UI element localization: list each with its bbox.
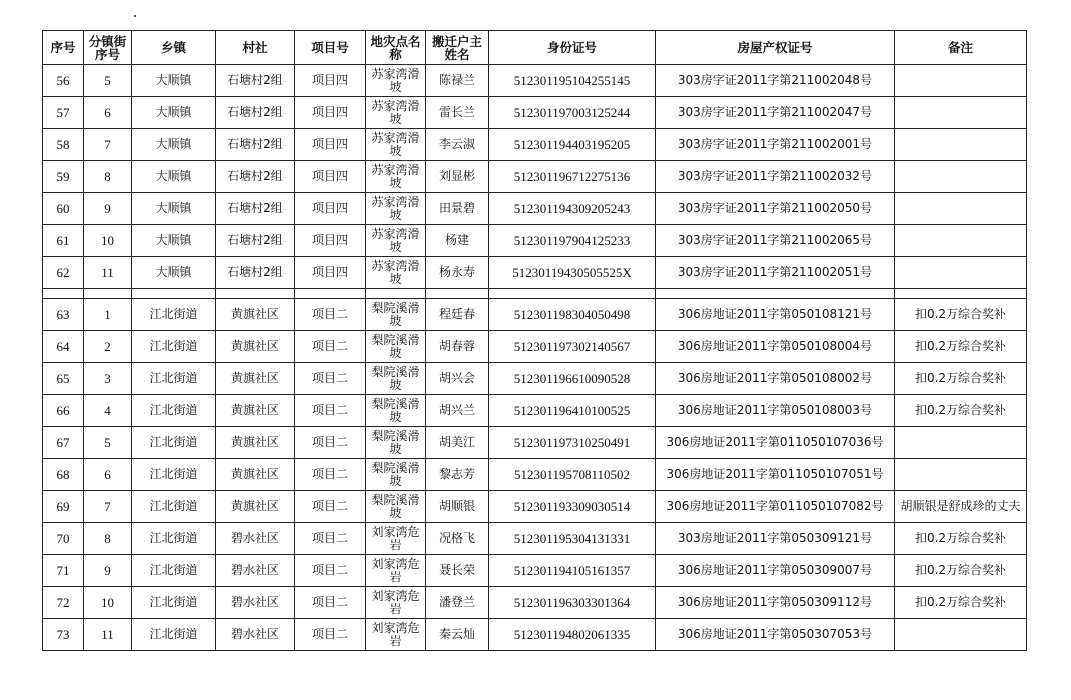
cell-id-number: 512301194309205243	[489, 193, 656, 225]
cell-project: 项目四	[295, 129, 366, 161]
cell-town-seq: 11	[84, 257, 132, 289]
cell-town-seq: 3	[84, 363, 132, 395]
cell-hazard-site: 梨院溪滑坡	[366, 331, 426, 363]
cell-seq: 62	[43, 257, 84, 289]
cell-project: 项目二	[295, 587, 366, 619]
table-row	[43, 459, 1027, 491]
cell-remarks	[895, 65, 1027, 97]
cell-remarks	[895, 257, 1027, 289]
cell-householder: 潘登兰	[426, 587, 489, 619]
group-separator	[43, 289, 1027, 299]
cell-remarks: 扣0.2万综合奖补	[895, 555, 1027, 587]
cell-property-cert: 303房字证2011字第211002051号	[656, 257, 895, 289]
cell-property-cert: 306房地证2011字第050108002号	[656, 363, 895, 395]
cell-id-number: 51230119430505525X	[489, 257, 656, 289]
table-row	[43, 257, 1027, 289]
cell-project: 项目二	[295, 619, 366, 651]
header-seq: 序号	[43, 31, 84, 65]
cell-seq: 63	[43, 299, 84, 331]
cell-township: 大顺镇	[132, 129, 216, 161]
cell-project: 项目二	[295, 491, 366, 523]
cell-remarks: 扣0.2万综合奖补	[895, 331, 1027, 363]
cell-householder: 陈禄兰	[426, 65, 489, 97]
cell-project: 项目二	[295, 363, 366, 395]
cell-seq: 64	[43, 331, 84, 363]
cell-hazard-site: 梨院溪滑坡	[366, 459, 426, 491]
cell-householder: 胡兴会	[426, 363, 489, 395]
cell-seq: 61	[43, 225, 84, 257]
cell-seq: 72	[43, 587, 84, 619]
table-row	[43, 299, 1027, 331]
cell-id-number: 512301196303301364	[489, 587, 656, 619]
cell-property-cert: 306房地证2011字第050108003号	[656, 395, 895, 427]
cell-property-cert: 306房地证2011字第050307053号	[656, 619, 895, 651]
cell-property-cert: 306房地证2011字第050309112号	[656, 587, 895, 619]
cell-householder: 杨建	[426, 225, 489, 257]
cell-householder: 胡顺银	[426, 491, 489, 523]
cell-id-number: 512301194403195205	[489, 129, 656, 161]
cell-village: 石塘村2组	[216, 65, 295, 97]
table-row	[43, 491, 1027, 523]
relocation-register-document	[42, 30, 1027, 651]
cell-hazard-site: 苏家湾滑坡	[366, 161, 426, 193]
header-property-cert: 房屋产权证号	[656, 31, 895, 65]
cell-town-seq: 9	[84, 555, 132, 587]
cell-remarks	[895, 129, 1027, 161]
cell-property-cert: 303房字证2011字第211002047号	[656, 97, 895, 129]
cell-town-seq: 6	[84, 459, 132, 491]
cell-householder: 刘显彬	[426, 161, 489, 193]
cell-id-number: 512301197310250491	[489, 427, 656, 459]
cell-project: 项目四	[295, 161, 366, 193]
cell-seq: 65	[43, 363, 84, 395]
cell-town-seq: 1	[84, 299, 132, 331]
cell-id-number: 512301197904125233	[489, 225, 656, 257]
cell-town-seq: 10	[84, 225, 132, 257]
cell-town-seq: 4	[84, 395, 132, 427]
header-village: 村社	[216, 31, 295, 65]
cell-seq: 69	[43, 491, 84, 523]
cell-village: 黄旗社区	[216, 491, 295, 523]
cell-project: 项目二	[295, 555, 366, 587]
cell-town-seq: 8	[84, 161, 132, 193]
cell-hazard-site: 梨院溪滑坡	[366, 491, 426, 523]
cell-remarks: 扣0.2万综合奖补	[895, 395, 1027, 427]
cell-property-cert: 303房地证2011字第050309121号	[656, 523, 895, 555]
cell-project: 项目二	[295, 395, 366, 427]
table-row	[43, 97, 1027, 129]
cell-householder: 黎志芳	[426, 459, 489, 491]
cell-id-number: 512301195304131331	[489, 523, 656, 555]
cell-village: 黄旗社区	[216, 363, 295, 395]
cell-project: 项目二	[295, 331, 366, 363]
cell-township: 江北街道	[132, 459, 216, 491]
cell-village: 碧水社区	[216, 619, 295, 651]
cell-township: 大顺镇	[132, 97, 216, 129]
cell-id-number: 512301197302140567	[489, 331, 656, 363]
cell-householder: 雷长兰	[426, 97, 489, 129]
header-remarks: 备注	[895, 31, 1027, 65]
cell-id-number: 512301196410100525	[489, 395, 656, 427]
cell-project: 项目四	[295, 257, 366, 289]
cell-township: 江北街道	[132, 619, 216, 651]
cell-seq: 60	[43, 193, 84, 225]
cell-village: 石塘村2组	[216, 97, 295, 129]
table-row	[43, 193, 1027, 225]
table-row	[43, 129, 1027, 161]
cell-seq: 56	[43, 65, 84, 97]
relocation-table	[42, 30, 1027, 651]
group-dashun	[43, 65, 1027, 289]
cell-householder: 况格飞	[426, 523, 489, 555]
cell-village: 石塘村2组	[216, 225, 295, 257]
cell-remarks: 扣0.2万综合奖补	[895, 363, 1027, 395]
cell-township: 江北街道	[132, 363, 216, 395]
cell-project: 项目二	[295, 523, 366, 555]
cell-village: 黄旗社区	[216, 395, 295, 427]
cell-remarks	[895, 193, 1027, 225]
cell-remarks	[895, 97, 1027, 129]
cell-seq: 59	[43, 161, 84, 193]
cell-project: 项目二	[295, 459, 366, 491]
cell-id-number: 512301194105161357	[489, 555, 656, 587]
cell-township: 大顺镇	[132, 65, 216, 97]
cell-remarks: 扣0.2万综合奖补	[895, 523, 1027, 555]
table-row	[43, 161, 1027, 193]
cell-id-number: 512301196712275136	[489, 161, 656, 193]
cell-id-number: 512301197003125244	[489, 97, 656, 129]
cell-householder: 胡美江	[426, 427, 489, 459]
cell-property-cert: 303房字证2011字第211002001号	[656, 129, 895, 161]
cell-project: 项目四	[295, 225, 366, 257]
cell-remarks: 扣0.2万综合奖补	[895, 587, 1027, 619]
cell-village: 石塘村2组	[216, 129, 295, 161]
cell-village: 石塘村2组	[216, 161, 295, 193]
table-row	[43, 225, 1027, 257]
cell-hazard-site: 梨院溪滑坡	[366, 363, 426, 395]
cell-township: 江北街道	[132, 523, 216, 555]
table-row	[43, 619, 1027, 651]
cell-town-seq: 7	[84, 129, 132, 161]
cell-householder: 聂长荣	[426, 555, 489, 587]
cell-township: 大顺镇	[132, 257, 216, 289]
cell-town-seq: 9	[84, 193, 132, 225]
cell-township: 大顺镇	[132, 225, 216, 257]
cell-village: 黄旗社区	[216, 427, 295, 459]
cell-householder: 程廷春	[426, 299, 489, 331]
cell-id-number: 512301195104255145	[489, 65, 656, 97]
cell-project: 项目四	[295, 193, 366, 225]
cell-householder: 李云淑	[426, 129, 489, 161]
cell-property-cert: 306房地证2011字第011050107082号	[656, 491, 895, 523]
cell-town-seq: 10	[84, 587, 132, 619]
cell-village: 碧水社区	[216, 587, 295, 619]
cell-property-cert: 306房地证2011字第050309007号	[656, 555, 895, 587]
header-project: 项目号	[295, 31, 366, 65]
header-township: 乡镇	[132, 31, 216, 65]
cell-town-seq: 2	[84, 331, 132, 363]
cell-project: 项目四	[295, 97, 366, 129]
cell-township: 大顺镇	[132, 161, 216, 193]
cell-property-cert: 303房字证2011字第211002048号	[656, 65, 895, 97]
cell-village: 碧水社区	[216, 523, 295, 555]
cell-hazard-site: 苏家湾滑坡	[366, 65, 426, 97]
cell-householder: 田景碧	[426, 193, 489, 225]
cell-hazard-site: 梨院溪滑坡	[366, 299, 426, 331]
table-row	[43, 395, 1027, 427]
cell-town-seq: 7	[84, 491, 132, 523]
cell-remarks	[895, 225, 1027, 257]
cell-id-number: 512301195708110502	[489, 459, 656, 491]
cell-householder: 秦云灿	[426, 619, 489, 651]
cell-town-seq: 6	[84, 97, 132, 129]
cell-remarks	[895, 161, 1027, 193]
table-row	[43, 555, 1027, 587]
table-row	[43, 363, 1027, 395]
cell-property-cert: 303房字证2011字第211002032号	[656, 161, 895, 193]
cell-property-cert: 306房地证2011字第050108004号	[656, 331, 895, 363]
cell-project: 项目二	[295, 427, 366, 459]
cell-id-number: 512301193309030514	[489, 491, 656, 523]
cell-property-cert: 306房地证2011字第011050107036号	[656, 427, 895, 459]
cell-hazard-site: 刘家湾危岩	[366, 587, 426, 619]
cell-seq: 70	[43, 523, 84, 555]
table-row	[43, 523, 1027, 555]
cell-remarks	[895, 619, 1027, 651]
cell-seq: 73	[43, 619, 84, 651]
cell-property-cert: 306房地证2011字第011050107051号	[656, 459, 895, 491]
group-jiangbei	[43, 299, 1027, 651]
cell-householder: 胡春蓉	[426, 331, 489, 363]
cell-village: 石塘村2组	[216, 257, 295, 289]
cell-seq: 57	[43, 97, 84, 129]
cell-village: 黄旗社区	[216, 459, 295, 491]
header-hazard-site: 地灾点名称	[366, 31, 426, 65]
cell-property-cert: 303房字证2011字第211002065号	[656, 225, 895, 257]
cell-township: 江北街道	[132, 427, 216, 459]
cell-seq: 66	[43, 395, 84, 427]
blank-row	[43, 289, 1027, 299]
cell-householder: 杨永寿	[426, 257, 489, 289]
cell-hazard-site: 苏家湾滑坡	[366, 97, 426, 129]
cell-remarks	[895, 427, 1027, 459]
cell-village: 黄旗社区	[216, 299, 295, 331]
cell-id-number: 512301194802061335	[489, 619, 656, 651]
scan-speck	[134, 15, 136, 17]
header-town-seq: 分镇街序号	[84, 31, 132, 65]
table-row	[43, 331, 1027, 363]
cell-property-cert: 306房地证2011字第050108121号	[656, 299, 895, 331]
cell-town-seq: 5	[84, 65, 132, 97]
cell-township: 大顺镇	[132, 193, 216, 225]
cell-remarks: 扣0.2万综合奖补	[895, 299, 1027, 331]
cell-hazard-site: 刘家湾危岩	[366, 555, 426, 587]
cell-hazard-site: 梨院溪滑坡	[366, 427, 426, 459]
cell-hazard-site: 苏家湾滑坡	[366, 225, 426, 257]
cell-id-number: 512301198304050498	[489, 299, 656, 331]
cell-township: 江北街道	[132, 299, 216, 331]
cell-hazard-site: 梨院溪滑坡	[366, 395, 426, 427]
cell-seq: 71	[43, 555, 84, 587]
cell-township: 江北街道	[132, 331, 216, 363]
table-row	[43, 427, 1027, 459]
table-row	[43, 65, 1027, 97]
cell-hazard-site: 刘家湾危岩	[366, 619, 426, 651]
cell-township: 江北街道	[132, 587, 216, 619]
cell-township: 江北街道	[132, 555, 216, 587]
cell-village: 黄旗社区	[216, 331, 295, 363]
cell-project: 项目四	[295, 65, 366, 97]
cell-township: 江北街道	[132, 491, 216, 523]
cell-town-seq: 5	[84, 427, 132, 459]
cell-seq: 58	[43, 129, 84, 161]
cell-seq: 68	[43, 459, 84, 491]
cell-town-seq: 11	[84, 619, 132, 651]
table-row	[43, 587, 1027, 619]
cell-village: 石塘村2组	[216, 193, 295, 225]
header-householder: 搬迁户主姓名	[426, 31, 489, 65]
cell-hazard-site: 苏家湾滑坡	[366, 257, 426, 289]
header-row	[43, 31, 1027, 65]
cell-project: 项目二	[295, 299, 366, 331]
cell-township: 江北街道	[132, 395, 216, 427]
cell-hazard-site: 苏家湾滑坡	[366, 193, 426, 225]
cell-id-number: 512301196610090528	[489, 363, 656, 395]
cell-hazard-site: 刘家湾危岩	[366, 523, 426, 555]
cell-town-seq: 8	[84, 523, 132, 555]
cell-hazard-site: 苏家湾滑坡	[366, 129, 426, 161]
cell-remarks: 胡顺银是舒成珍的丈夫	[895, 491, 1027, 523]
header-id-number: 身份证号	[489, 31, 656, 65]
cell-seq: 67	[43, 427, 84, 459]
cell-remarks	[895, 459, 1027, 491]
cell-property-cert: 303房字证2011字第211002050号	[656, 193, 895, 225]
cell-village: 碧水社区	[216, 555, 295, 587]
cell-householder: 胡兴兰	[426, 395, 489, 427]
